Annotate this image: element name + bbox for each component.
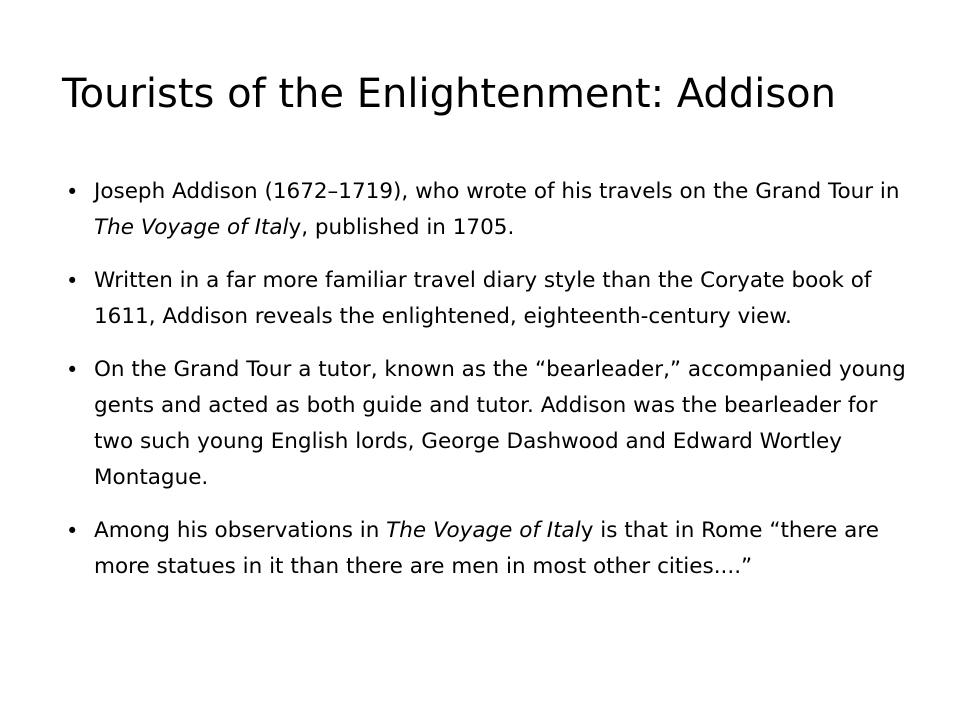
slide-title: Tourists of the Enlightenment: Addison — [62, 71, 836, 117]
bullet-icon: • — [66, 358, 79, 382]
bullet-icon: • — [66, 519, 79, 543]
bullet-item — [66, 174, 916, 246]
bullet-item — [66, 263, 916, 335]
book-title: The Voyage of Ital — [386, 518, 581, 543]
bullet-text — [94, 513, 916, 585]
bullet-text-part: Among his observations in — [94, 518, 387, 543]
bullet-text-part: y, published in 1705. — [288, 215, 515, 240]
bullet-item — [66, 352, 916, 496]
bullet-text: Written in a far more familiar travel diary style than the Coryate book of 1611, Addison reveals the enlightened, eighteenth-century view. — [94, 268, 872, 329]
book-title: The Voyage of Ital — [94, 215, 289, 240]
bullet-text — [94, 174, 916, 246]
bullet-text-part: y is that in Rome “there are more statues in it than there are men in most other cities....” — [94, 518, 879, 579]
bullet-text-part: Joseph Addison (1672–1719), who wrote of his travels on the Grand Tour in — [94, 179, 900, 204]
bullet-icon: • — [66, 180, 79, 204]
bullet-list — [66, 174, 916, 602]
bullet-text: On the Grand Tour a tutor, known as the “bearleader,” accompanied young gents and acted as both guide and tutor. Addison was the bearleader for two such young English lords, George Dashwood and Edward Wortley Montague. — [94, 357, 906, 490]
bullet-item — [66, 513, 916, 585]
bullet-icon: • — [66, 269, 79, 293]
